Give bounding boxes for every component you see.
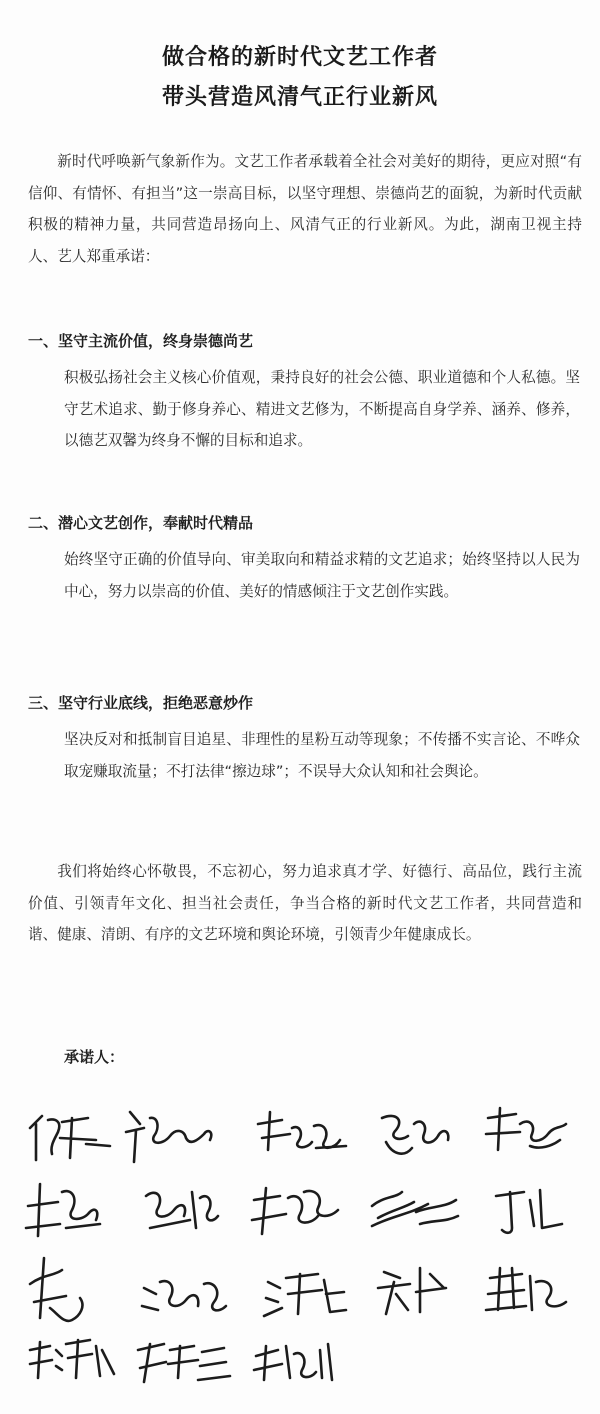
signer-label: 承诺人：: [64, 1048, 125, 1066]
signature-13: [264, 1274, 346, 1316]
signature-17: [138, 1344, 230, 1382]
section-3-heading: 三、坚守行业底线，拒绝恶意炒作: [28, 694, 254, 712]
signature-4: [382, 1116, 448, 1154]
signature-11: [30, 1258, 82, 1321]
section-2-heading: 二、潜心文艺创作，奉献时代精品: [28, 514, 254, 532]
signature-10: [496, 1190, 562, 1233]
signature-16: [30, 1340, 114, 1378]
section-1-body: 积极弘扬社会主义核心价值观，秉持良好的社会公德、职业道德和个人私德。坚守艺术追求、勤于修身养心、精进文艺修为，不断提高自身学养、涵养、修养，以德艺双馨为终身不懈的目标和追求。: [64, 369, 580, 449]
signature-8: [252, 1188, 338, 1234]
signature-1: [30, 1116, 110, 1160]
signature-15: [486, 1268, 566, 1310]
section-1-heading: 一、坚守主流价值，终身崇德尚艺: [28, 332, 254, 350]
title-line-1: 做合格的新时代文艺工作者: [161, 45, 438, 70]
section-2-body: 始终坚守正确的价值导向、审美取向和精益求精的文艺追求；始终坚持以人民为中心，努力以崇高的价值、美好的情感倾注于文艺创作实践。: [64, 551, 580, 600]
signature-6: [26, 1184, 100, 1236]
signature-2: [126, 1112, 211, 1162]
signature-3: [258, 1112, 346, 1150]
signature-9: [372, 1192, 458, 1226]
signature-18: [254, 1344, 332, 1380]
intro-paragraph: 新时代呼唤新气象新作为。文艺工作者承载着全社会对美好的期待，更应对照“有信仰、有情怀、有担当”这一崇高目标，以坚守理想、崇德尚艺的面貌，为新时代贡献积极的精神力量，共同营造昂扬向上、风清气正的行业新风。为此，湖南卫视主持人、艺人郑重承诺：: [28, 153, 582, 265]
signature-14: [378, 1268, 446, 1314]
title-line-2: 带头营造风清气正行业新风: [161, 85, 438, 110]
closing-paragraph: 我们将始终心怀敬畏，不忘初心，努力追求真才学、好德行、高品位，践行主流价值、引领青年文化、担当社会责任，争当合格的新时代文艺工作者，共同营造和谐、健康、清朗、有序的文艺环境和舆论环境，引领青少年健康成长。: [28, 863, 582, 943]
signatures-svg: [0, 1088, 600, 1408]
signature-5: [486, 1108, 566, 1150]
signature-7: [146, 1192, 218, 1228]
section-3-body: 坚决反对和抵制盲目追星、非理性的星粉互动等现象；不传播不实言论、不哗众取宠赚取流量；不打法律“擦边球”；不误导大众认知和社会舆论。: [64, 731, 580, 780]
signature-12: [142, 1281, 226, 1310]
signature-area: [0, 1088, 600, 1408]
